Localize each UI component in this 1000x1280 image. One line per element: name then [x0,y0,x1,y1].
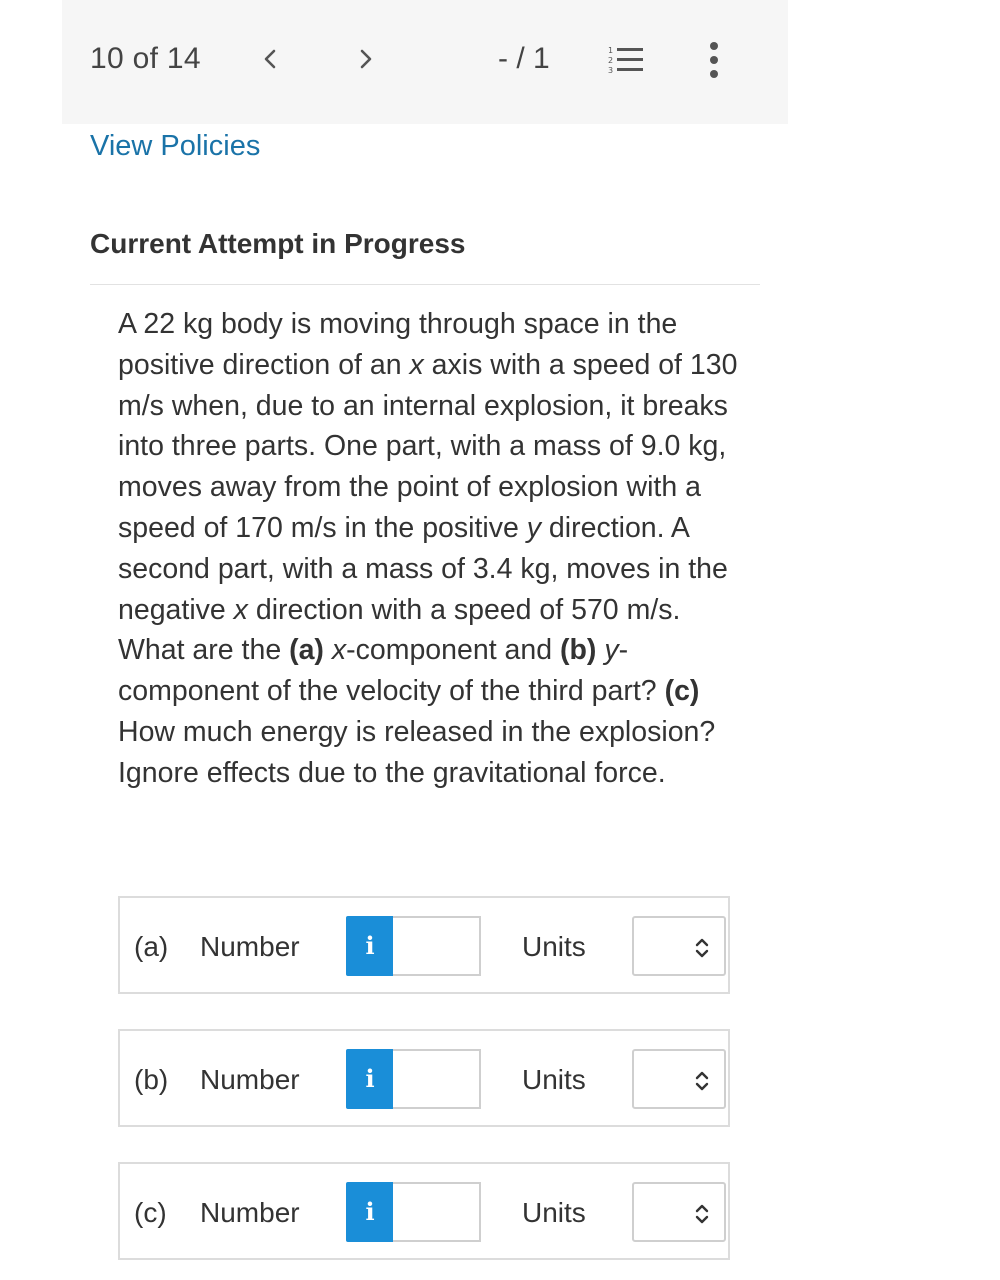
number-label: Number [200,1064,300,1095]
part-label: (c) [134,1197,167,1228]
question-counter: 10 of 14 [90,42,201,75]
units-select-c[interactable] [632,1182,726,1242]
numbered-list-icon[interactable] [606,44,646,76]
number-input-b[interactable] [393,1049,481,1109]
number-input-a[interactable] [393,916,481,976]
view-policies-link[interactable]: View Policies [90,130,261,162]
units-label: Units [522,931,586,962]
chevron-left-icon[interactable] [255,44,285,74]
divider [90,284,760,285]
info-button[interactable]: i [346,916,394,976]
answer-row-c [118,1162,730,1260]
info-button[interactable]: i [346,1049,394,1109]
units-label: Units [522,1064,586,1095]
number-label: Number [200,931,300,962]
units-label: Units [522,1197,586,1228]
chevron-up-down-icon [694,1203,710,1225]
score-display: - / 1 [498,42,550,75]
assignment-toolbar [62,0,788,124]
info-button[interactable]: i [346,1182,394,1242]
answer-row-a [118,896,730,994]
chevron-up-down-icon [694,1070,710,1092]
units-select-a[interactable] [632,916,726,976]
attempt-status-heading: Current Attempt in Progress [90,228,466,259]
more-vertical-icon[interactable] [704,40,724,80]
chevron-right-icon[interactable] [351,44,381,74]
units-select-b[interactable] [632,1049,726,1109]
part-label: (a) [134,931,169,962]
svg-text:2: 2 [608,56,614,65]
question-panel [90,124,760,1280]
question-text: A 22 kg body is moving through space in the positive direction of an x axis with a speed of 130 m/s when, due to an internal explosion, it breaks into three parts. One part, with a mass of 9.0 kg, moves away from the point of explosion with a speed of 170 m/s in the positive y direction. A second part, with a mass of 3.4 kg, moves in the negative x direction with a speed of 570 m/s. What are the (a) x-component and (b) y-component of the velocity of the third part? (c) How much energy is released in the explosion? Ignore effects due to the gravitational force. [118,308,738,789]
number-label: Number [200,1197,300,1228]
part-label: (b) [134,1064,169,1095]
answer-row-b [118,1029,730,1127]
number-input-c[interactable] [393,1182,481,1242]
chevron-up-down-icon [694,937,710,959]
svg-text:1: 1 [608,46,614,55]
svg-text:3: 3 [608,66,614,75]
